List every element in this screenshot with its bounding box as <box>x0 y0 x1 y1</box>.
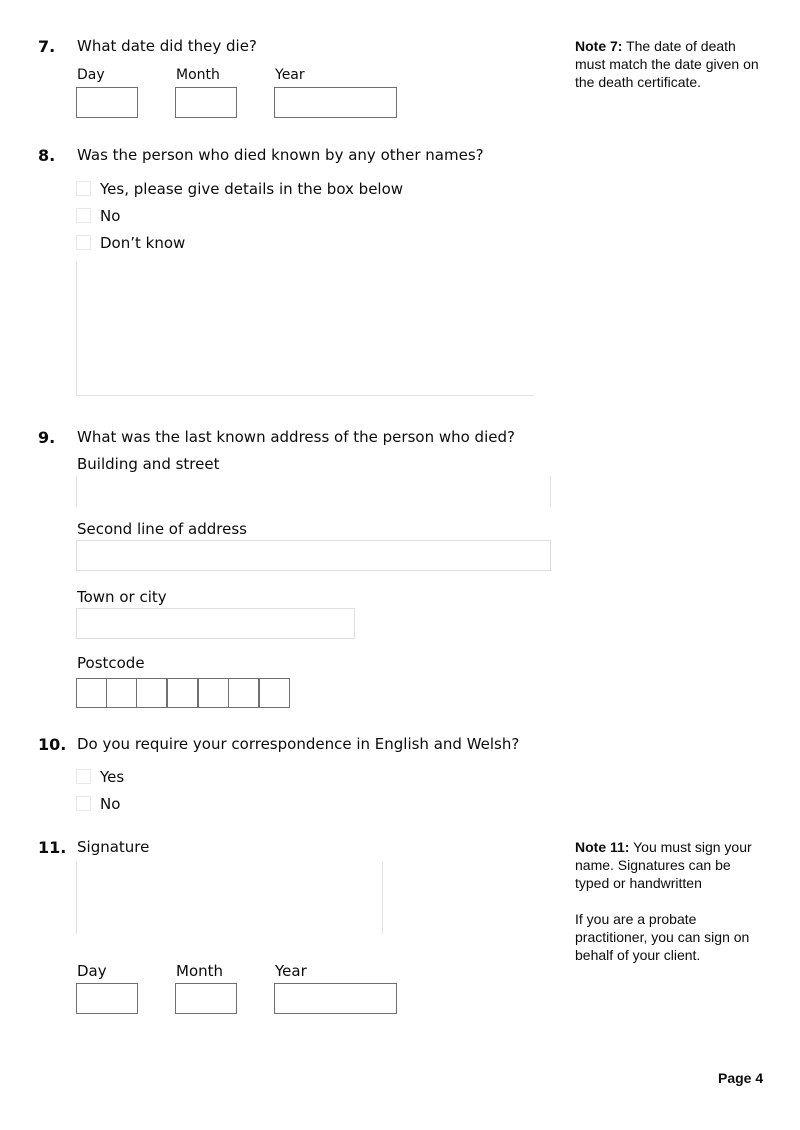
note-11-text-2: If you are a probate practitioner, you can sign on behalf of your client. <box>575 911 750 963</box>
note-11 <box>575 838 760 964</box>
q10-yes-checkbox[interactable] <box>76 769 91 784</box>
q7-day-label: Day <box>77 67 105 83</box>
q9-postcode-cell-4[interactable] <box>167 678 198 708</box>
q9-second-line-label: Second line of address <box>77 520 247 538</box>
q8-dont-know-checkbox[interactable] <box>76 235 91 250</box>
q11-day-input[interactable] <box>76 983 138 1014</box>
q11-year-label: Year <box>275 962 307 980</box>
note-11-text: You must sign your name. Signatures can be typed or handwritten <box>575 839 752 891</box>
q7-question: What date did they die? <box>77 37 257 55</box>
q11-signature-box[interactable] <box>76 862 383 934</box>
q9-town-label: Town or city <box>77 588 167 606</box>
note-11-title: Note 11: <box>575 839 630 855</box>
note-7-text: The date of death must match the date given on the death certificate. <box>575 38 759 90</box>
q10-no-checkbox[interactable] <box>76 796 91 811</box>
q9-postcode-cell-6[interactable] <box>228 678 259 708</box>
q11-question: Signature <box>77 838 150 856</box>
q9-postcode-cell-7[interactable] <box>259 678 290 708</box>
q8-dont-know-label: Don’t know <box>100 234 186 252</box>
q7-year-label: Year <box>275 67 305 83</box>
q7-month-input[interactable] <box>175 87 237 118</box>
q10-yes-label: Yes <box>100 768 125 786</box>
q11-month-input[interactable] <box>175 983 237 1014</box>
q7-number: 7. <box>38 37 56 56</box>
note-7 <box>575 37 760 91</box>
q8-question: Was the person who died known by any other names? <box>77 146 484 164</box>
q9-building-input[interactable] <box>76 476 551 507</box>
q7-year-input[interactable] <box>274 87 397 118</box>
q9-postcode-cell-3[interactable] <box>136 678 167 708</box>
q8-other-names-textarea[interactable] <box>76 262 534 396</box>
q8-number: 8. <box>38 146 56 165</box>
q7-day-input[interactable] <box>76 87 138 118</box>
q10-no-label: No <box>100 795 121 813</box>
q8-yes-label: Yes, please give details in the box below <box>100 180 404 198</box>
q8-no-checkbox[interactable] <box>76 208 91 223</box>
q9-postcode-cell-2[interactable] <box>106 678 137 708</box>
q11-number: 11. <box>38 838 67 857</box>
q9-number: 9. <box>38 428 56 447</box>
q10-number: 10. <box>38 735 67 754</box>
q9-town-input[interactable] <box>76 608 355 639</box>
note-7-title: Note 7: <box>575 38 623 54</box>
q9-building-label: Building and street <box>77 455 220 473</box>
q7-month-label: Month <box>176 67 220 83</box>
q9-question: What was the last known address of the person who died? <box>77 428 515 446</box>
q9-postcode-cell-5[interactable] <box>198 678 229 708</box>
q10-question: Do you require your correspondence in English and Welsh? <box>77 735 520 753</box>
q11-year-input[interactable] <box>274 983 397 1014</box>
q11-month-label: Month <box>176 962 224 980</box>
q9-second-line-input[interactable] <box>76 540 551 571</box>
q8-yes-checkbox[interactable] <box>76 181 91 196</box>
q8-no-label: No <box>100 207 121 225</box>
q9-postcode-label: Postcode <box>77 654 145 672</box>
q11-day-label: Day <box>77 962 107 980</box>
page-number: Page 4 <box>718 1070 764 1086</box>
q9-postcode-cell-1[interactable] <box>76 678 107 708</box>
